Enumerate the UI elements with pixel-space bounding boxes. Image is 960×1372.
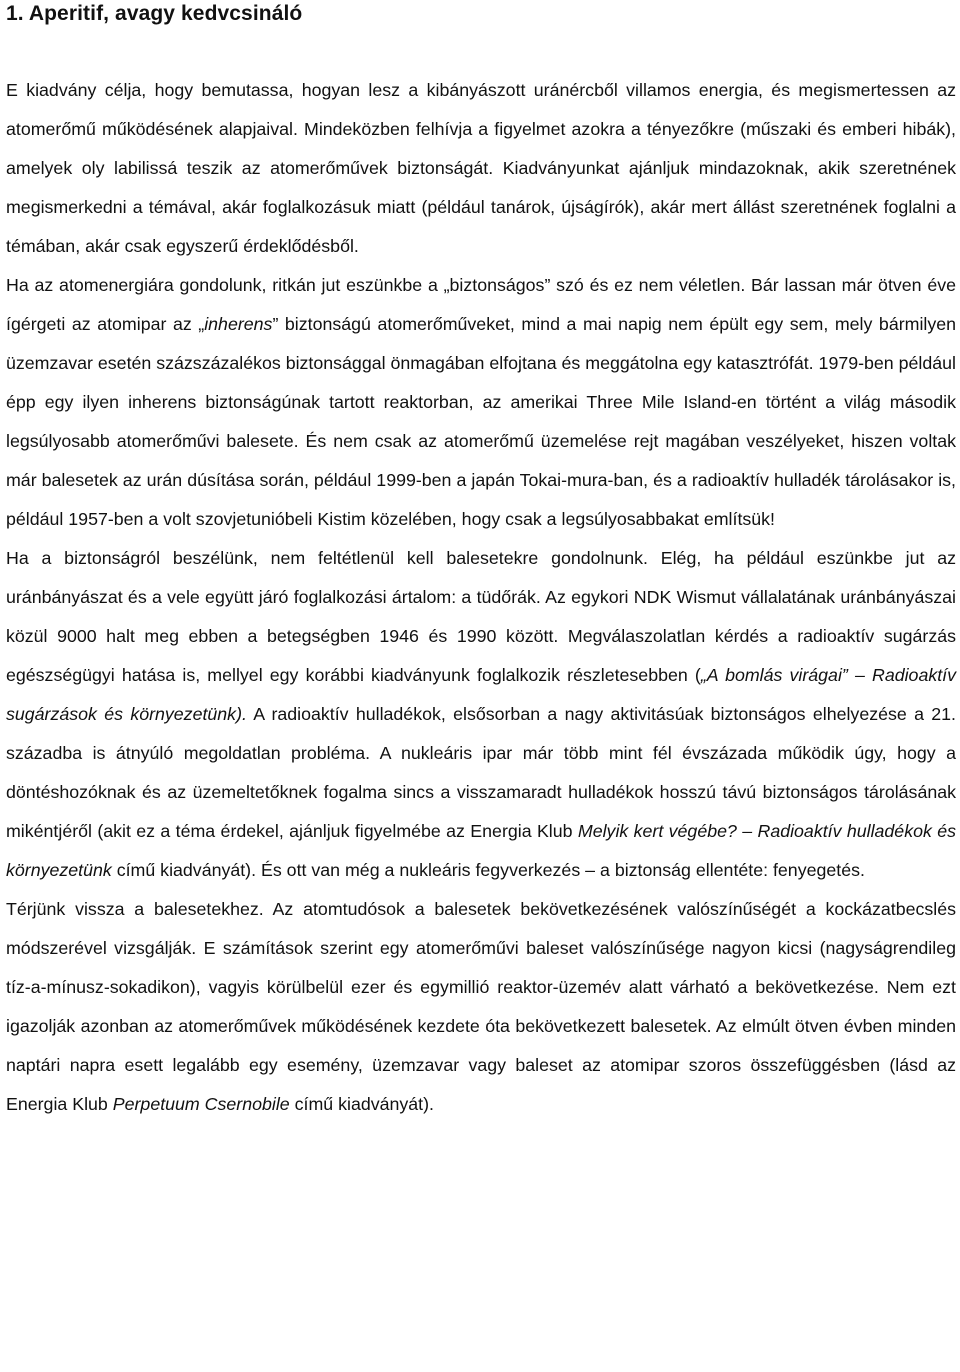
- text-segment: Térjünk vissza a balesetekhez. Az atomtudósok a balesetek bekövetkezésének valószínűségét a kockázatbecslés módszerével vizsgálják. E számítások szerint egy atomerőművi baleset valószínűsége nagyon kicsi (nagyságrendileg tíz-a-mínusz-sokadikon), vagyis körülbelül ezer és egymillió reaktor-üzemév alatt várható a bekövetkezése. Nem ezt igazolják azonban az atomerőművek működésének kezdete óta bekövetkezett balesetek. Az elmúlt ötven évben minden naptári napra esett legalább egy esemény, üzemzavar vagy baleset az atomipar szoros összefüggésben (lásd az Energia Klub: [6, 899, 956, 1114]
- text-segment: E kiadvány célja, hogy bemutassa, hogyan lesz a kibányászott uránércből villamos energia, és megismertessen az atomerőmű működésének alapjaival. Mindeközben felhívja a figyelmet azokra a tényezőkre (műszaki és emberi hibák), amelyek oly labilissá teszik az atomerőművek biztonságát. Kiadványunkat ajánljuk mindazoknak, akik szeretnének megismerkedni a témával, akár foglalkozásuk miatt (például tanárok, újságírók), akár mert állást szeretnének foglalni a témában, akár csak egyszerű érdeklődésből.: [6, 80, 956, 256]
- section-heading: 1. Aperitif, avagy kedvcsináló: [6, 2, 303, 25]
- text-segment: című kiadványát).: [289, 1094, 434, 1114]
- paragraph-health: [6, 539, 956, 890]
- paragraph-accidents: [6, 890, 956, 1124]
- text-segment: ” biztonságú atomerőműveket, mind a mai napig nem épült egy sem, mely bármilyen üzemzavar esetén százszázalékos biztonsággal önmagában elfojtana és meggátolna egy katasztrófát. 1979-ben például épp egy ilyen inherens biztonságúnak tartott reaktorban, az amerikai Three Mile Island-en történt a világ második legsúlyosabb atomerőművi balesete. És nem csak az atomerőmű üzemelése rejt magában veszélyeket, hiszen voltak már balesetek az urán dúsítása során, például 1999-ben a japán Tokai-mura-ban, és a radioaktív hulladék tárolásakor is, például 1957-ben a volt szovjetunióbeli Kistim közelében, hogy csak a legsúlyosabbakat említsük!: [6, 314, 957, 529]
- paragraph-safety: [6, 266, 956, 539]
- text-segment-italic: Melyik kert végébe? – Radioaktív hulladékok és környezetünk: [6, 821, 956, 880]
- document-page: [6, 0, 956, 1124]
- text-segment-italic: inherens: [204, 314, 273, 334]
- text-segment: Ha a biztonságról beszélünk, nem feltétlenül kell balesetekre gondolnunk. Elég, ha például eszünkbe jut az uránbányászat és a vele együtt járó foglalkozási ártalom: a tüdőrák. Az egykori NDK Wismut vállalatának uránbányászai közül 9000 halt meg ebben a betegségben 1946 és 1990 között. Megválaszolatlan kérdés a radioaktív sugárzás egészségügyi hatása is, mellyel egy korábbi kiadványunk foglalkozik részletesebben (: [6, 548, 956, 685]
- text-segment-italic: „A bomlás virágai” – Radioaktív sugárzások és környezetünk).: [6, 665, 956, 724]
- paragraph-intro: [6, 71, 956, 266]
- text-segment: című kiadványát). És ott van még a nukleáris fegyverkezés – a biztonság ellentéte: fenyegetés.: [111, 860, 865, 880]
- text-segment: Ha az atomenergiára gondolunk, ritkán jut eszünkbe a „biztonságos” szó és ez nem véletlen. Bár lassan már ötven éve ígérgeti az atomipar az „: [6, 275, 956, 334]
- text-segment-italic: Perpetuum Csernobile: [112, 1094, 290, 1114]
- text-segment: A radioaktív hulladékok, elsősorban a nagy aktivitásúak biztonságos elhelyezése a 21. századba is átnyúló megoldatlan probléma. A nukleáris ipar már több mint fél évszázada működik úgy, hogy a döntéshozóknak és az üzemeltetőknek fogalma sincs a visszamaradt hulladékok hosszú távú biztonságos tárolásának mikéntjéről (akit ez a téma érdekel, ajánljuk figyelmébe az Energia Klub: [6, 704, 956, 841]
